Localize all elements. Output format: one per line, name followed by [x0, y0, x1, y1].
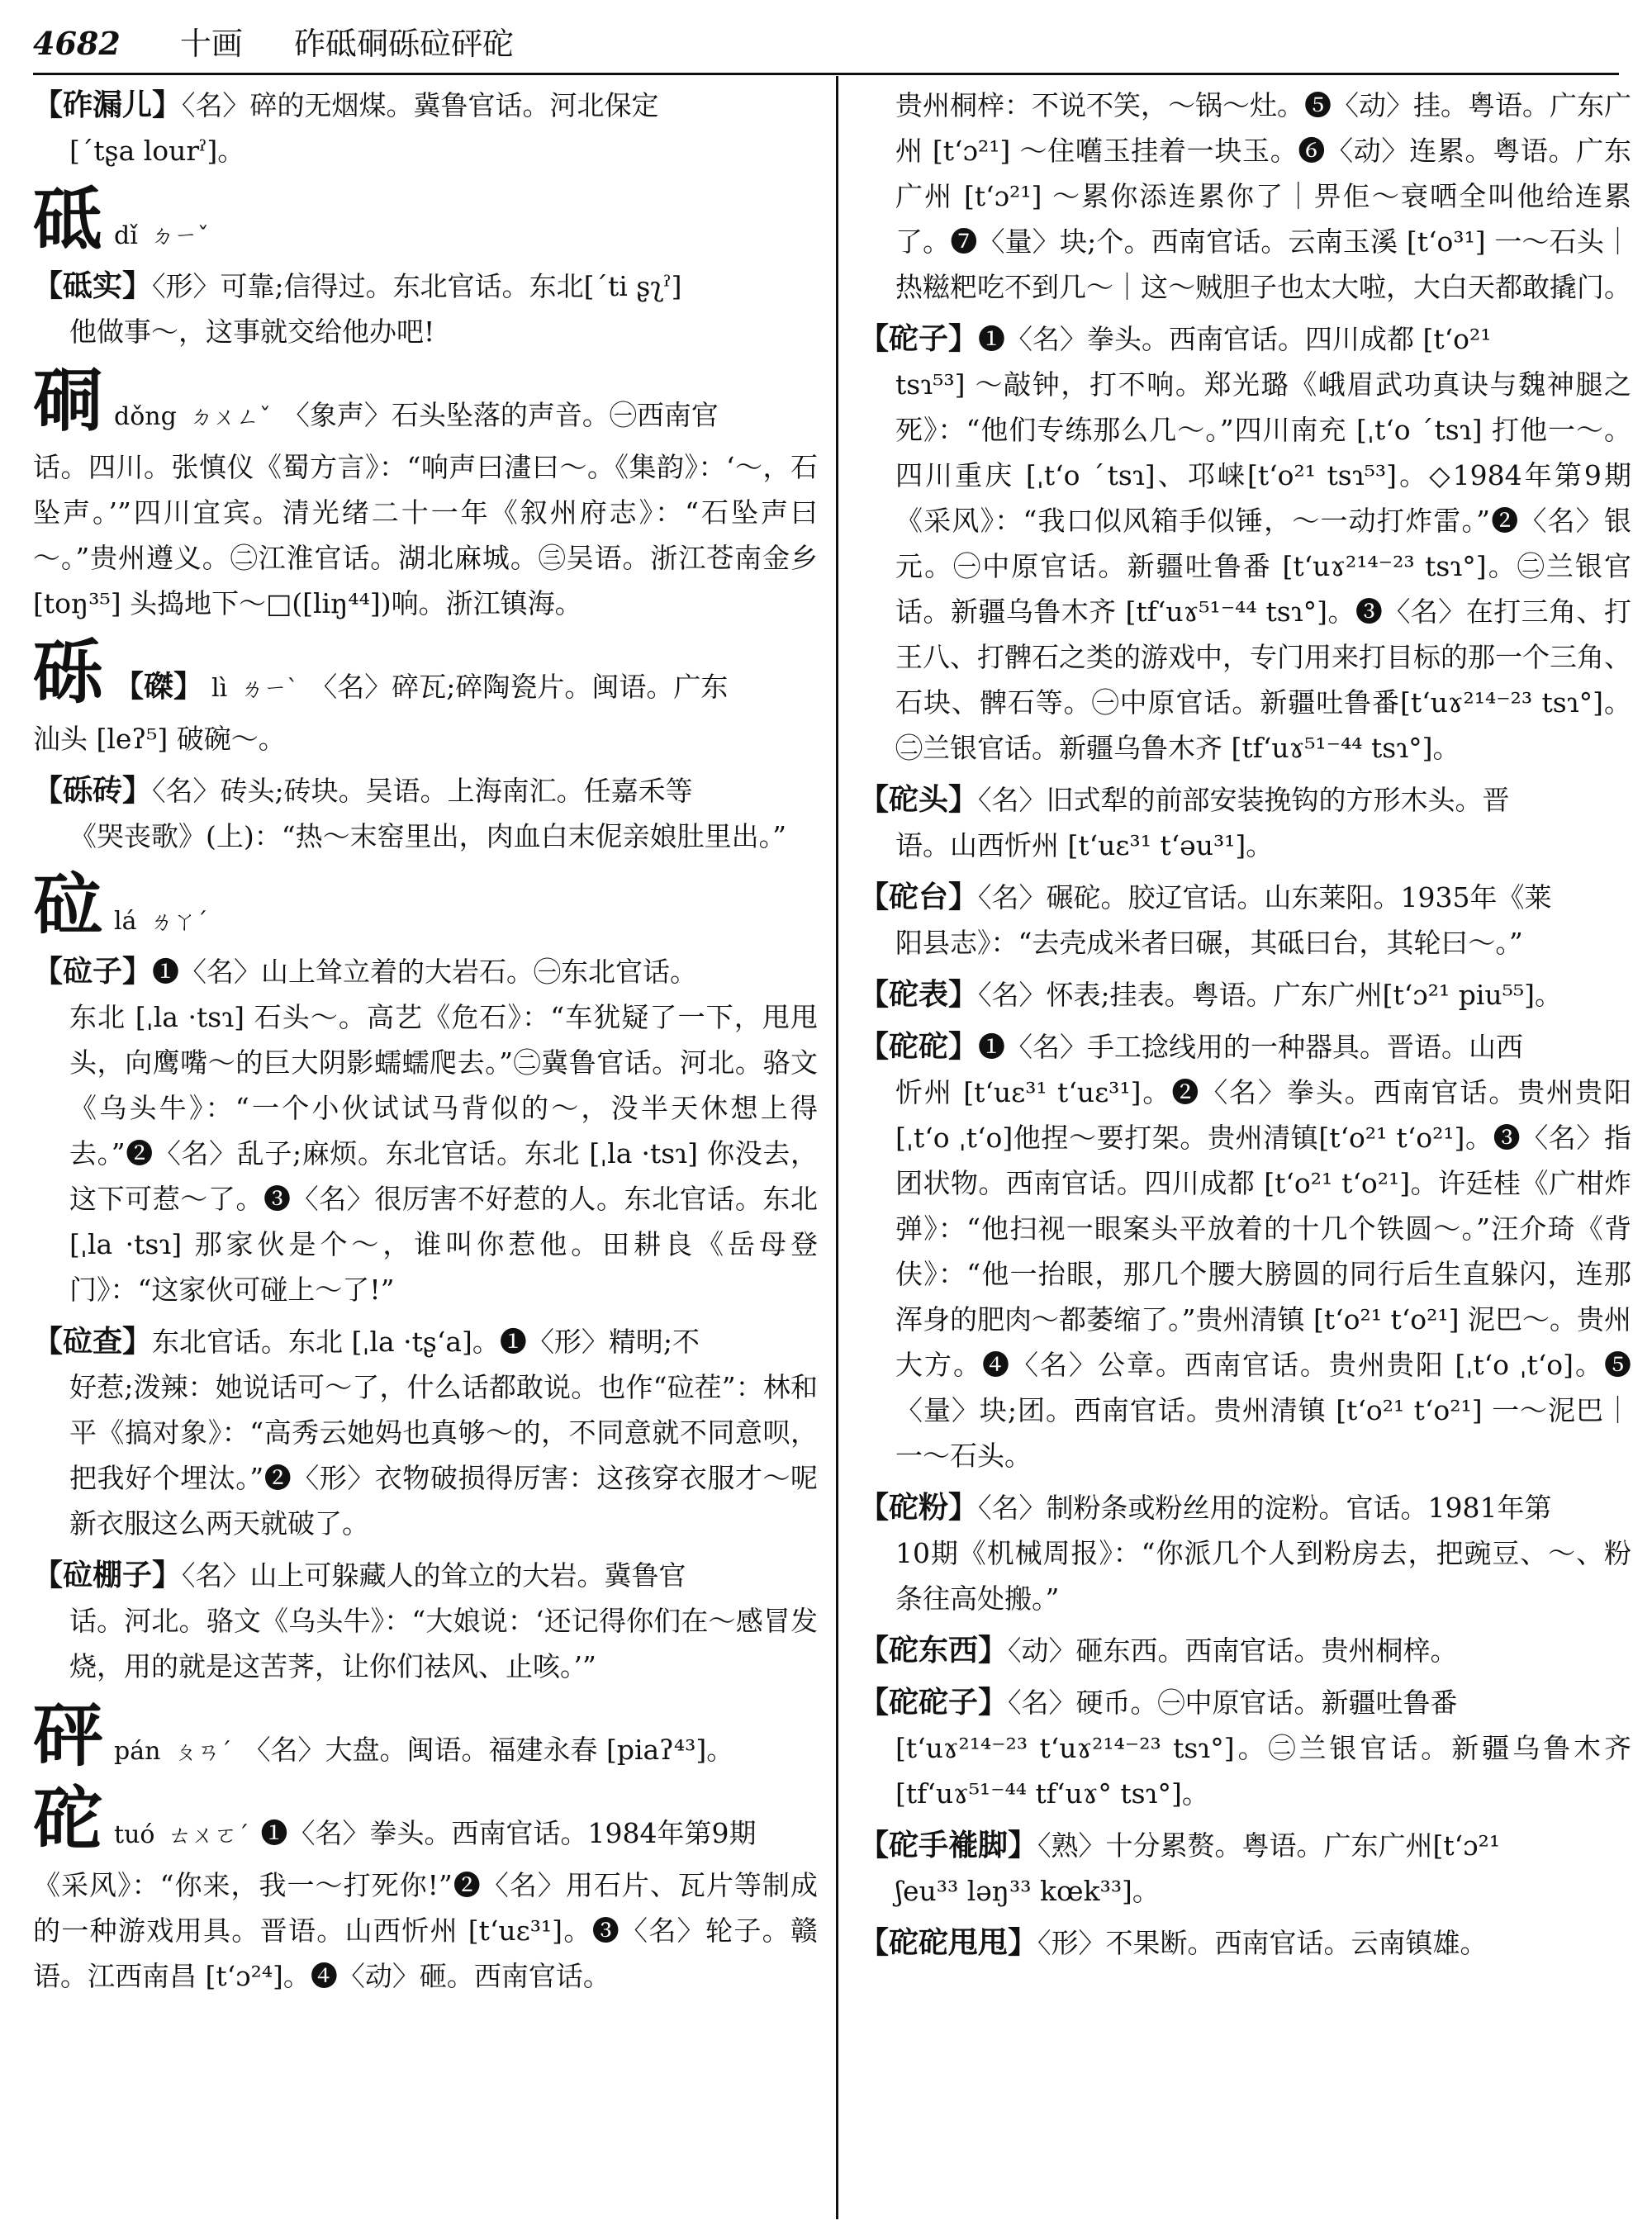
head-char-pinyin: dǒng: [114, 402, 177, 431]
entry: [33, 716, 818, 762]
entry: [33, 1553, 818, 1689]
head-char-definition: 〈名〉碎瓦;碎陶瓷片。闽语。广东: [310, 671, 729, 703]
head-char-definition: 〈象声〉石头坠落的声音。㊀西南官: [282, 399, 719, 431]
head-char-zhuyin: ㄌㄚˊ: [150, 908, 208, 935]
entry-body: 〈名〉旧式犁的前部安装挽钩的方形木头。晋: [978, 784, 1510, 816]
entry-headword: 【砣砣子】: [859, 1685, 1009, 1720]
entry: [33, 83, 818, 173]
head-char-zhuyin: ㄌㄧˋ: [240, 675, 299, 702]
entry: [33, 768, 818, 859]
entry-headword: 【砣东西】: [859, 1633, 1009, 1668]
header-chars: 砟砥硐砾砬砰砣: [293, 26, 514, 62]
head-char-glyph: 砣: [33, 1777, 103, 1859]
entry-body: ❶〈名〉手工捻线用的一种器具。晋语。山西: [978, 1031, 1524, 1063]
entry-body: 贵州桐梓：不说不笑，～锅～灶。❺〈动〉挂。粤语。广东广州 [tʻɔ²¹] ～住嚿玉挂着一块玉。❻〈动〉连累。粤语。广东广州 [tʻɔ²¹] ～累你添连累你了｜畀佢～衰哂全叫他给连累了。❼〈量〉块;个。西南官话。云南玉溪 [tʻo³¹] 一～石头｜热糍粑吃不到几～｜这～贼胆子也太大啦，大白天都敢撬门。: [895, 89, 1631, 303]
entry-continuation: [tʻuɤ²¹⁴⁻²³ tʻuɤ²¹⁴⁻²³ tsɿ°]。㊁兰银官话。新疆乌鲁木齐 [tfʻuɤ⁵¹⁻⁴⁴ tfʻuɤ° tsɿ°]。: [895, 1732, 1631, 1810]
right-column: [859, 83, 1631, 2222]
entry: [859, 1680, 1631, 1816]
entry-body: 东北官话。东北 [ˌla ·tʂʻa]。❶〈形〉精明;不: [152, 1326, 700, 1358]
entry-continuation: 10期《机械周报》：“你派几个人到粉房去，把豌豆、～、粉条往高处搬。”: [895, 1537, 1631, 1615]
head-character: [33, 1696, 818, 1774]
entry-body: 〈名〉碎的无烟煤。冀鲁官话。河北保定: [182, 89, 659, 121]
entry-headword: 【砣台】: [859, 880, 979, 914]
head-character: [33, 361, 818, 439]
page-header: [33, 15, 1619, 75]
entry: [859, 1920, 1631, 1966]
entry: [859, 83, 1631, 310]
entry-headword: 【砬子】: [33, 954, 153, 989]
entry-headword: 【砣砣】: [859, 1029, 979, 1064]
head-char-definition: ❶〈名〉拳头。西南官话。1984年第9期: [260, 1817, 757, 1849]
entry: [33, 444, 818, 626]
entry: [859, 1024, 1631, 1478]
left-column: [33, 83, 818, 2222]
entry-body: 〈动〉砸东西。西南官话。贵州桐梓。: [1008, 1635, 1458, 1667]
head-char-glyph: 砰: [33, 1694, 103, 1776]
entry-headword: 【砣粉】: [859, 1490, 979, 1525]
entry-continuation: tsɿ⁵³] ～敲钟，打不响。郑光璐《峨眉武功真诀与魏神腿之死》：“他们专练那么几～。”四川南充 [ˌtʻo ˊtsɿ] 打他一～。四川重庆 [ˌtʻo ˊtsɿ]、邛崃[tʻo²¹ tsɿ⁵³]。◇1984年第9期《采风》：“我口似风箱手似锤，～一动打炸雷。”❷〈名〉银元。㊀中原官话。新疆吐鲁番 [tʻuɤ²¹⁴⁻²³ tsɿ°]。㊁兰银官话。新疆乌鲁木齐 [tfʻuɤ⁵¹⁻⁴⁴ tsɿ°]。❸〈名〉在打三角、打王八、打髀石之类的游戏中，专门用来打目标的那一个三角、石块、髀石等。㊀中原官话。新疆吐鲁番[tʻuɤ²¹⁴⁻²³ tsɿ°]。㊁兰银官话。新疆乌鲁木齐 [tfʻuɤ⁵¹⁻⁴⁴ tsɿ°]。: [895, 368, 1631, 764]
head-char-pinyin: tuó: [114, 1820, 155, 1849]
head-char-zhuyin: ㄉㄧˇ: [150, 222, 209, 249]
entry-headword: 【砬棚子】: [33, 1558, 183, 1592]
entry-body: 〈名〉砖头;砖块。吴语。上海南汇。任嘉禾等: [152, 775, 693, 807]
head-character: [33, 633, 818, 711]
entry-body: 〈形〉可靠;信得过。东北官话。东北[ˊti ʂʅˀ]: [152, 270, 682, 302]
entry: [859, 1485, 1631, 1621]
head-character: [33, 1779, 818, 1858]
entry-headword: 【砣头】: [859, 782, 979, 817]
entry-continuation: 阳县志》：“去壳成米者曰碾，其砥曰台，其轮曰～。”: [895, 927, 1523, 959]
entry-headword: 【砾砖】: [33, 773, 153, 808]
entry-headword: 【砟漏儿】: [33, 88, 183, 122]
entry-continuation: [ˊtʂa lourˀ]。: [69, 135, 245, 167]
entry-body: 〈名〉怀表;挂表。粤语。广东广州[tʻɔ²¹ piu⁵⁵]。: [978, 979, 1562, 1011]
entry-continuation: 话。河北。骆文《乌头牛》：“大娘说：‘还记得你们在～感冒发烧，用的就是这苦荠，让你们祛风、止咳。’”: [69, 1605, 818, 1682]
entry: [859, 316, 1631, 771]
entry-continuation: 语。山西忻州 [tʻuɛ³¹ tʻəu³¹]。: [895, 829, 1274, 861]
head-character: [33, 180, 818, 259]
head-char-variant: 【磔】: [114, 669, 204, 704]
entry-body: 〈名〉制粉条或粉丝用的淀粉。官话。1981年第: [978, 1492, 1552, 1524]
entry-body: ❶〈名〉拳头。西南官话。四川成都 [tʻo²¹: [978, 323, 1492, 355]
entry: [859, 972, 1631, 1018]
head-char-glyph: 砥: [33, 178, 103, 260]
entry-headword: 【砣子】: [859, 321, 979, 356]
head-char-zhuyin: ㄆㄢˊ: [173, 1738, 232, 1765]
entry-continuation: 东北 [ˌla ·tsɿ] 石头～。高艺《危石》：“车犹疑了一下，甩甩头，向鹰嘴～的巨大阴影蠕蠕爬去。”㊁冀鲁官话。河北。骆文《乌头牛》：“一个小伙试试马背似的～，没半天休想上得去。”❷〈名〉乱子;麻烦。东北官话。东北 [ˌla ·tsɿ] 你没去，这下可惹～了。❸〈名〉很厉害不好惹的人。东北官话。东北 [ˌla ·tsɿ] 那家伙是个～，谁叫你惹他。田耕良《岳母登门》：“这家伙可碰上～了!”: [69, 1001, 818, 1306]
head-char-glyph: 砬: [33, 864, 103, 946]
entry: [859, 1628, 1631, 1673]
entry: [33, 1319, 818, 1546]
head-char-pinyin: pán: [114, 1737, 161, 1766]
entry-headword: 【砥实】: [33, 268, 153, 303]
entry-body: 〈形〉不果断。西南官话。云南镇雄。: [1037, 1927, 1488, 1959]
entry-body: ❶〈名〉山上耸立着的大岩石。㊀东北官话。: [152, 956, 698, 988]
entry-body: 汕头 [leʔ⁵] 破碗～。: [33, 723, 286, 755]
entry-continuation: ʃeu³³ ləŋ³³ kœk³³]。: [895, 1875, 1160, 1907]
head-char-pinyin: dǐ: [114, 221, 138, 250]
head-character: [33, 866, 818, 944]
entry-headword: 【砣表】: [859, 977, 979, 1012]
entry-body: 〈熟〉十分累赘。粤语。广东广州[tʻɔ²¹: [1037, 1829, 1501, 1862]
entry-body: 《采风》：“你来，我一～打死你!”❷〈名〉用石片、瓦片等制成的一种游戏用具。晋语。山西忻州 [tʻuɛ³¹]。❸〈名〉轮子。赣语。江西南昌 [tʻɔ²⁴]。❹〈动〉砸。西南官话。: [33, 1869, 818, 1992]
head-char-glyph: 硐: [33, 359, 103, 441]
entry-body: 话。四川。张慎仪《蜀方言》：“响声曰澅曰～。《集韵》：‘～，石坠声。’”四川宜宾。清光绪二十一年《叙州府志》：“石坠声曰～。”贵州遵义。㊁江淮官话。湖北麻城。㊂吴语。浙江苍南金乡 [toŋ³⁵] 头捣地下～□([liŋ⁴⁴])响。浙江镇海。: [33, 451, 818, 619]
head-char-zhuyin: ㄊㄨㄛˊ: [168, 1821, 249, 1848]
entry-continuation: 《哭丧歌》(上)：“热～末窑里出，肉血白末伲亲娘肚里出。”: [69, 820, 786, 852]
entry: [33, 1862, 818, 1999]
entry: [33, 263, 818, 354]
section-title: 十画: [179, 26, 243, 62]
entry-headword: 【砬查】: [33, 1324, 153, 1359]
head-char-glyph: 砾: [33, 631, 103, 713]
head-char-pinyin: lá: [114, 907, 137, 936]
entry-continuation: 忻州 [tʻuɛ³¹ tʻuɛ³¹]。❷〈名〉拳头。西南官话。贵州贵阳[ˌtʻo ˌtʻo]他捏～要打架。贵州清镇[tʻo²¹ tʻo²¹]。❸〈名〉指团状物。西南官话。四川成都 [tʻo²¹ tʻo²¹]。许廷桂《广柑炸弹》：“他扫视一眼案头平放着的十几个铁圆～。”汪介琦《背伕》：“他一抬眼，那几个腰大膀圆的同行后生直躲闪，连那浑身的肥肉～都萎缩了。”贵州清镇 [tʻo²¹ tʻo²¹] 泥巴～。贵州大方。❹〈名〉公章。西南官话。贵州贵阳 [ˌtʻo ˌtʻo]。❺〈量〉块;团。西南官话。贵州清镇 [tʻo²¹ tʻo²¹] 一～泥巴｜一～石头。: [895, 1076, 1631, 1472]
entry: [859, 875, 1631, 966]
entry-body: 〈名〉山上可躲藏人的耸立的大岩。冀鲁官: [182, 1559, 686, 1592]
entry-continuation: 好惹;泼辣：她说话可～了，什么话都敢说。也作“砬茬”：林和平《搞对象》：“高秀云她妈也真够～的，不同意就不同意呗，把我好个埋汰。”❷〈形〉衣物破损得厉害：这孩穿衣服才～呢新衣服这么两天就破了。: [69, 1371, 818, 1540]
entry-body: 〈名〉硬币。㊀中原官话。新疆吐鲁番: [1008, 1687, 1458, 1719]
head-char-pinyin: lì: [211, 674, 228, 703]
head-char-definition: 〈名〉大盘。闽语。福建永春 [piaʔ⁴³]。: [243, 1734, 734, 1766]
page-number: 4682: [33, 25, 121, 62]
entry: [859, 1823, 1631, 1914]
entry: [33, 949, 818, 1312]
entry-headword: 【砣砣甩甩】: [859, 1925, 1038, 1960]
entry: [859, 777, 1631, 868]
column-divider: [836, 76, 838, 2219]
entry-headword: 【砣手褦脚】: [859, 1828, 1038, 1862]
entry-body: 〈名〉碾砣。胶辽官话。山东莱阳。1935年《莱: [978, 881, 1552, 913]
entry-continuation: 他做事～，这事就交给他办吧!: [69, 316, 435, 348]
head-char-zhuyin: ㄉㄨㄥˇ: [189, 403, 271, 430]
